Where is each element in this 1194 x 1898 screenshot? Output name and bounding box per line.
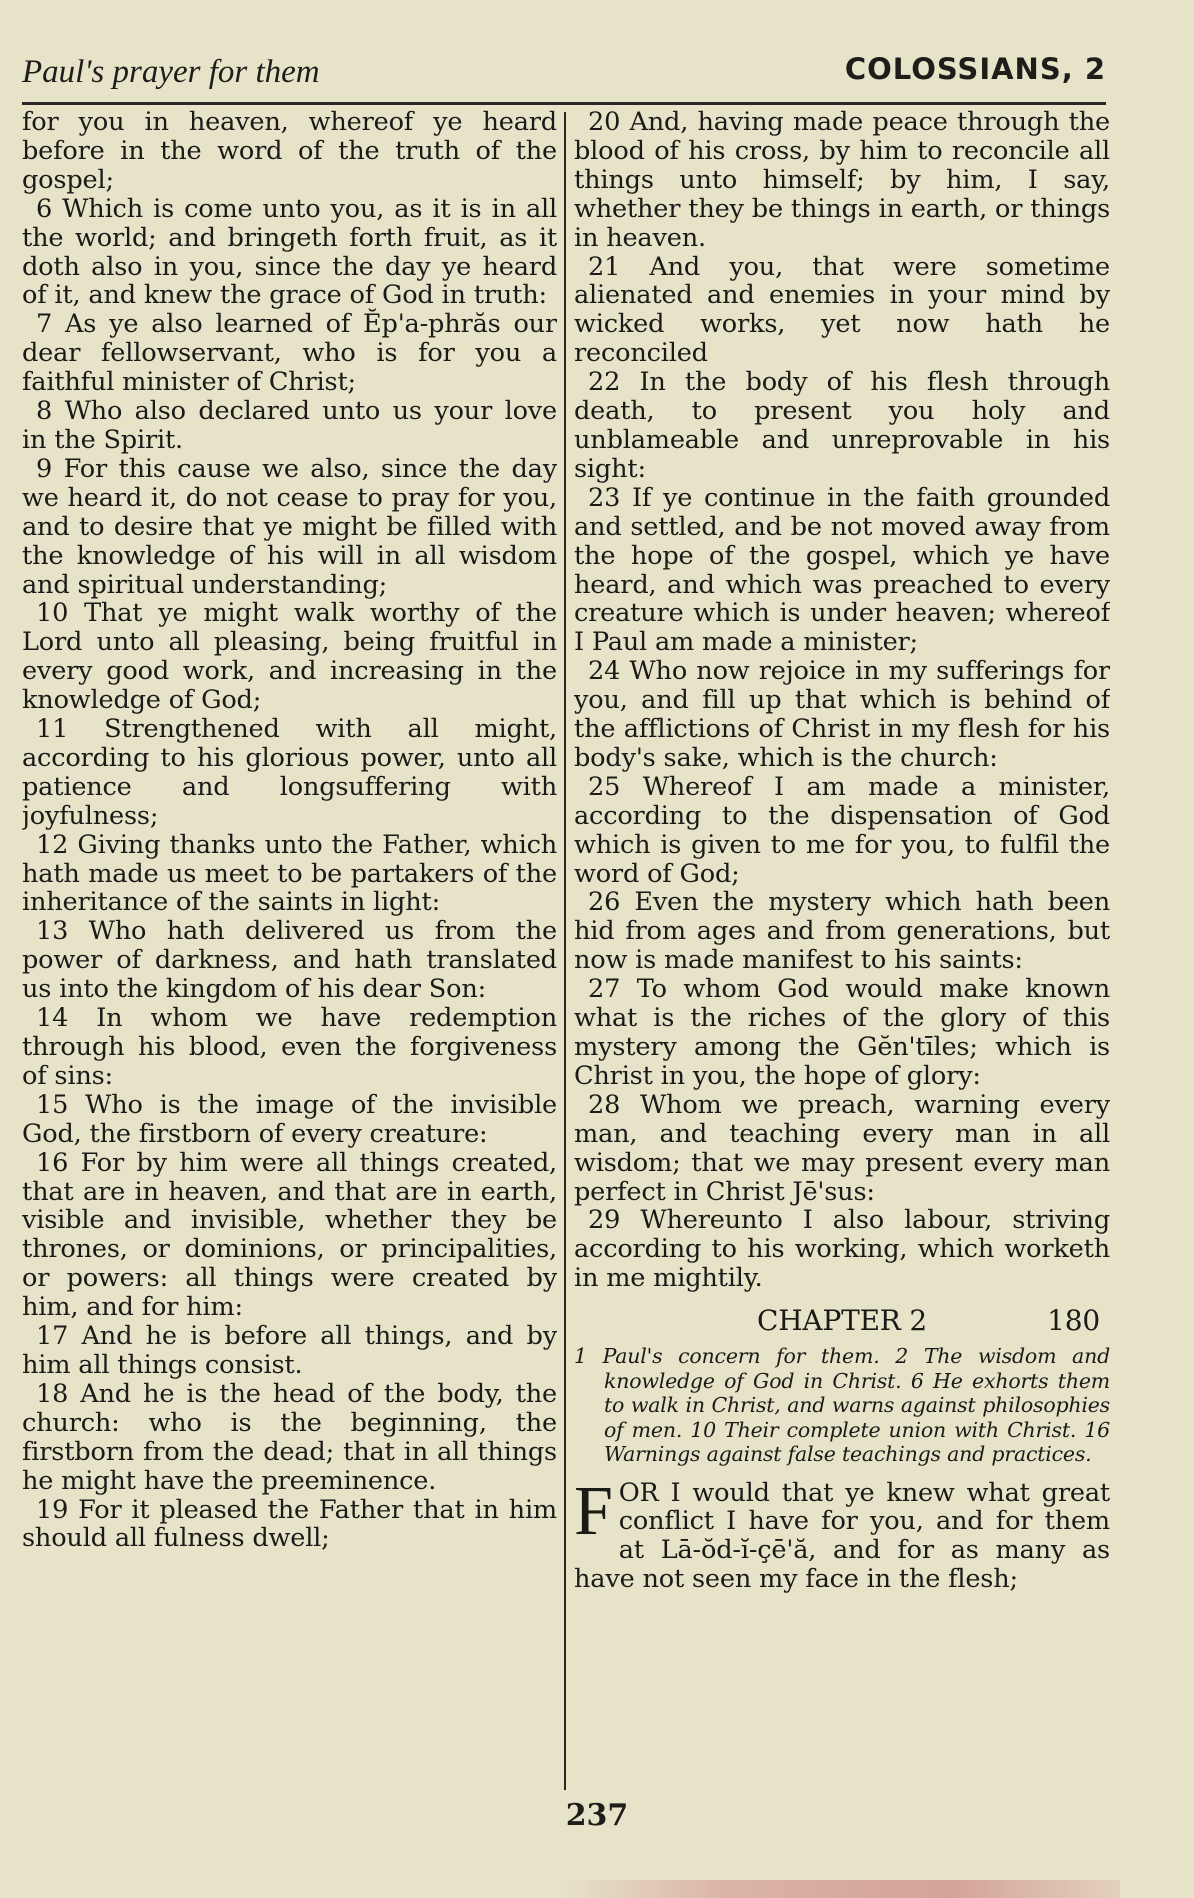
verse: 21 And you, that were sometime alienated and enemies in your mind by wicked works, yet now hath he reconciled (574, 251, 1110, 369)
column-divider (564, 112, 566, 1790)
verse: 20 And, having made peace through the blood of his cross, by him to reconcile all things unto himself; by him, I say, whether they be things in earth, or things in heaven. (574, 108, 1110, 253)
verse: 12 Giving thanks unto the Father, which hath made us meet to be partakers of the inheritance of the saints in light: (22, 829, 557, 918)
verse: 14 In whom we have redemption through his blood, even the forgiveness of sins: (22, 1003, 557, 1091)
edge-stain (560, 1880, 1120, 1898)
verse: 7 As ye also learned of Ĕp'a-phrăs our dear fellowservant, who is for you a faithful minister of Christ; (22, 309, 557, 398)
verse: 9 For this cause we also, since the day we heard it, do not cease to pray for you, and to desire that ye might be filled with the knowledge of his will in all wisdom and spiritual understanding; (22, 453, 557, 600)
chapter-opening-verse (574, 1472, 1110, 1595)
right-verses (574, 108, 1110, 1293)
verse: for you in heaven, whereof ye heard before in the word of the truth of the gospel; (22, 108, 557, 195)
verse: 15 Who is the image of the invisible God, the firstborn of every creature: (22, 1089, 557, 1149)
verse: 24 Who now rejoice in my sufferings for you, and fill up that which is behind of the afflictions of Christ in my flesh for his body's sake, which is the church: (574, 656, 1110, 773)
verse: 22 In the body of his flesh through death, to present you holy and unblameable and unreprovable in his sight: (574, 367, 1110, 484)
page-header (22, 52, 1106, 98)
page-number: 237 (565, 1798, 629, 1833)
running-head-book: COLOSSIANS, 2 (844, 52, 1106, 86)
verse: 6 Which is come unto you, as it is in all the world; and bringeth forth fruit, as it doth also in you, since the day ye heard of it, and knew the grace of God in truth: (22, 193, 557, 311)
right-column (574, 108, 1110, 1798)
running-head-topic: Paul's prayer for them (22, 54, 320, 90)
drop-cap: F (574, 1472, 613, 1550)
chapter-reference-number: 180 (1047, 1304, 1100, 1338)
verse: 11 Strengthened with all might, according to his glorious power, unto all patience and longsuffering with joyfulness; (22, 714, 557, 831)
header-rule (22, 102, 1106, 105)
verse: 26 Even the mystery which hath been hid from ages and from generations, but now is made manifest to his saints: (574, 887, 1110, 976)
verse: 8 Who also declared unto us your love in the Spirit. (22, 396, 557, 455)
chapter-title: CHAPTER 2 (756, 1304, 927, 1338)
opening-text: OR I would that ye knew what great conflict I have for you, and for them at Lā-ŏd-ĭ-çē'ă, and for as many as have not seen my face in the flesh; (574, 1477, 1110, 1595)
chapter-heading (574, 1304, 1110, 1338)
verse: 25 Whereof I am made a minister, according to the dispensation of God which is given to me for you, to fulfil the word of God; (574, 771, 1110, 889)
verse: 17 And he is before all things, and by him all things consist. (22, 1321, 557, 1380)
verse: 16 For by him were all things created, that are in heaven, and that are in earth, visible and invisible, whether they be thrones, or dominions, or principalities, or powers: all things were created by him, and for him: (22, 1147, 557, 1323)
verse: 13 Who hath delivered us from the power of darkness, and hath translated us into the kingdom of his dear Son: (22, 916, 557, 1005)
verse: 23 If ye continue in the faith grounded and settled, and be not moved away from the hope of the gospel, which ye have heard, and which was preached to every creature which is under heaven; whereof I Paul am made a minister; (574, 482, 1110, 658)
verse: 28 Whom we preach, warning every man, and teaching every man in all wisdom; that we may present every man perfect in Christ Jē'sus: (574, 1089, 1110, 1207)
verse: 19 For it pleased the Father that in him should all fulness dwell; (22, 1494, 557, 1554)
verse: 18 And he is the head of the body, the church: who is the beginning, the firstborn from the dead; that in all things he might have the preeminence. (22, 1378, 557, 1496)
verse: 27 To whom God would make known what is the riches of the glory of this mystery among the Gĕn'tīles; which is Christ in you, the hope of glory: (574, 974, 1110, 1091)
chapter-summary: 1 Paul's concern for them. 2 The wisdom and knowledge of God in Christ. 6 He exhorts them to walk in Christ, and warns against philosophies of men. 10 Their complete union with Christ. 16 Warnings against false teachings and practices. (574, 1344, 1110, 1467)
verse: 29 Whereunto I also labour, striving according to his working, which worketh in me mightily. (574, 1205, 1110, 1294)
verse: 10 That ye might walk worthy of the Lord unto all pleasing, being fruitful in every good work, and increasing in the knowledge of God; (22, 598, 557, 716)
left-column (22, 108, 557, 1798)
